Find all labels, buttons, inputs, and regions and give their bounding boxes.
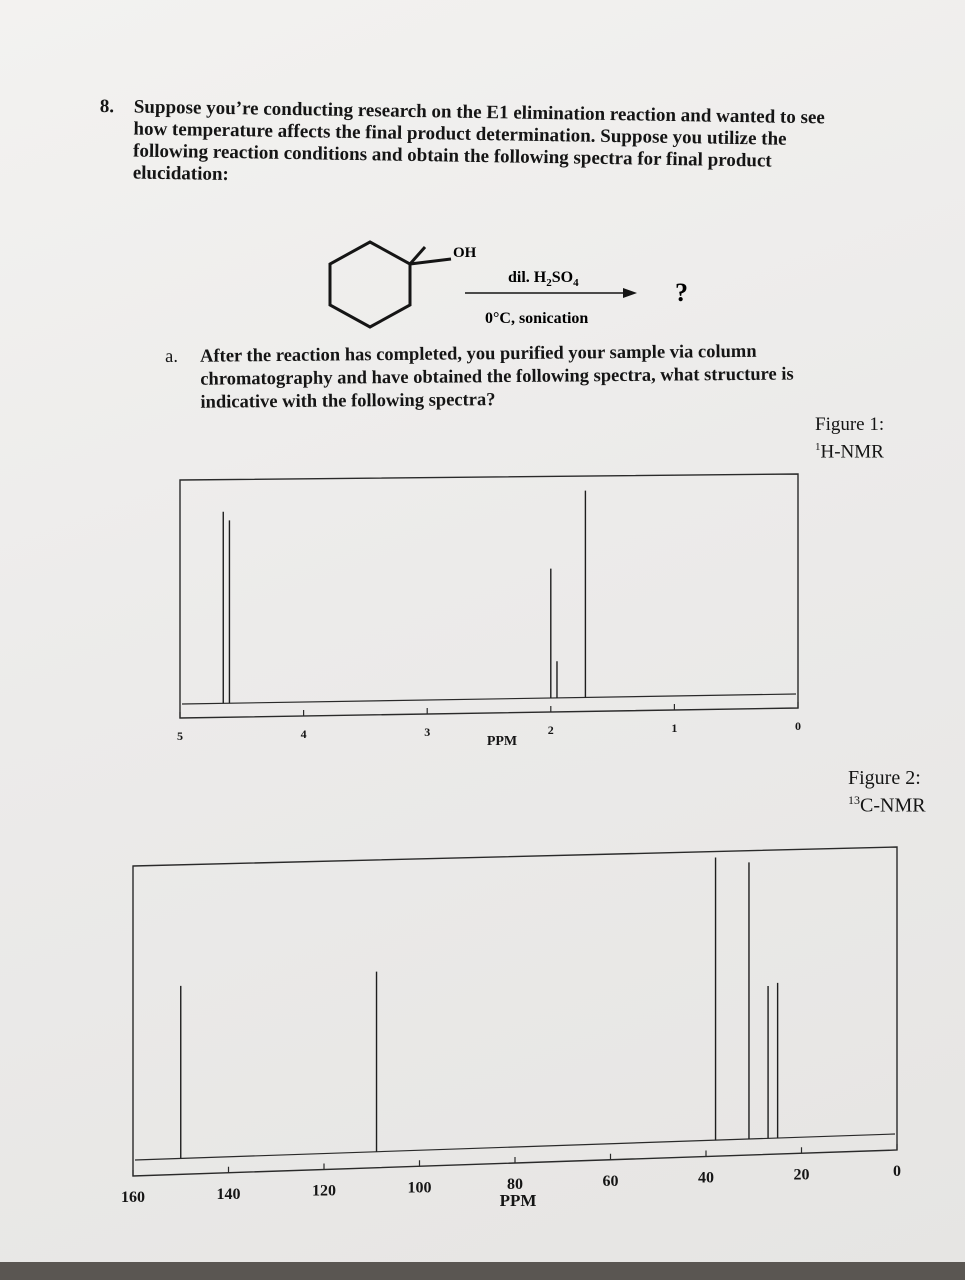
part-a-text: After the reaction has completed, you purified your sample via column chromatography and have obtained the following spectra, what structure is indicative with the following spectra? bbox=[200, 341, 794, 413]
spectrum-2-tick-label: 100 bbox=[407, 1179, 432, 1197]
spectrum-2-tick-label: 160 bbox=[121, 1189, 145, 1206]
spectrum-2-tick-label: 140 bbox=[216, 1185, 241, 1203]
spectrum-1-tick-label: 4 bbox=[300, 727, 307, 741]
spectrum-2-xlabel: PPM bbox=[499, 1191, 537, 1210]
hydroxyl-bond bbox=[410, 259, 451, 264]
conditions-label: 0°C, sonication bbox=[485, 310, 589, 327]
figure-1-subtitle: $^1$H-NMR bbox=[815, 441, 884, 463]
product-unknown: ? bbox=[675, 278, 688, 307]
reagent-label: dil. $H_2SO_4$ bbox=[508, 269, 579, 289]
part-a-letter: a. bbox=[165, 346, 179, 367]
spectrum-1-tick-label: 0 bbox=[795, 719, 801, 733]
figure-2-subtitle: $^{13}$C-NMR bbox=[848, 793, 926, 817]
spectrum-2-tick-label: 20 bbox=[793, 1166, 810, 1184]
cyclohexane-ring bbox=[330, 242, 410, 327]
spectrum-1-tick-label: 5 bbox=[177, 729, 183, 743]
spectrum-2-tick-label: 120 bbox=[312, 1182, 336, 1200]
spectrum-2-tick-label: 60 bbox=[602, 1172, 619, 1190]
spectrum-1-tick-label: 3 bbox=[424, 725, 431, 739]
page-edge-shadow bbox=[0, 1262, 965, 1280]
arrow-head bbox=[623, 288, 637, 298]
spectrum-2-tick-label: 80 bbox=[507, 1176, 523, 1193]
hydroxyl-label: OH bbox=[453, 245, 477, 261]
spectrum-1-tick-label: 1 bbox=[671, 721, 678, 735]
reaction-scheme bbox=[325, 235, 715, 335]
question-number: 8. bbox=[99, 96, 115, 118]
figure-1-title: Figure 1: bbox=[815, 414, 885, 435]
spectrum-1-tick-label: 2 bbox=[547, 723, 554, 737]
spectrum-2-tick-label: 40 bbox=[698, 1169, 714, 1187]
figure-2-title: Figure 2: bbox=[848, 767, 921, 789]
spectrum-2-tick-label: 0 bbox=[893, 1163, 901, 1180]
spectrum-1-xlabel: PPM bbox=[486, 734, 518, 749]
figure-2-caption bbox=[848, 767, 926, 817]
question-text: Suppose you’re conducting research on the E1 elimination reaction and wanted to see how temperature affects the final product determination. Suppose you utilize the following reaction conditions and obtain the following spectra for final product elucidation: bbox=[132, 96, 825, 186]
figure-1-caption bbox=[815, 414, 884, 463]
